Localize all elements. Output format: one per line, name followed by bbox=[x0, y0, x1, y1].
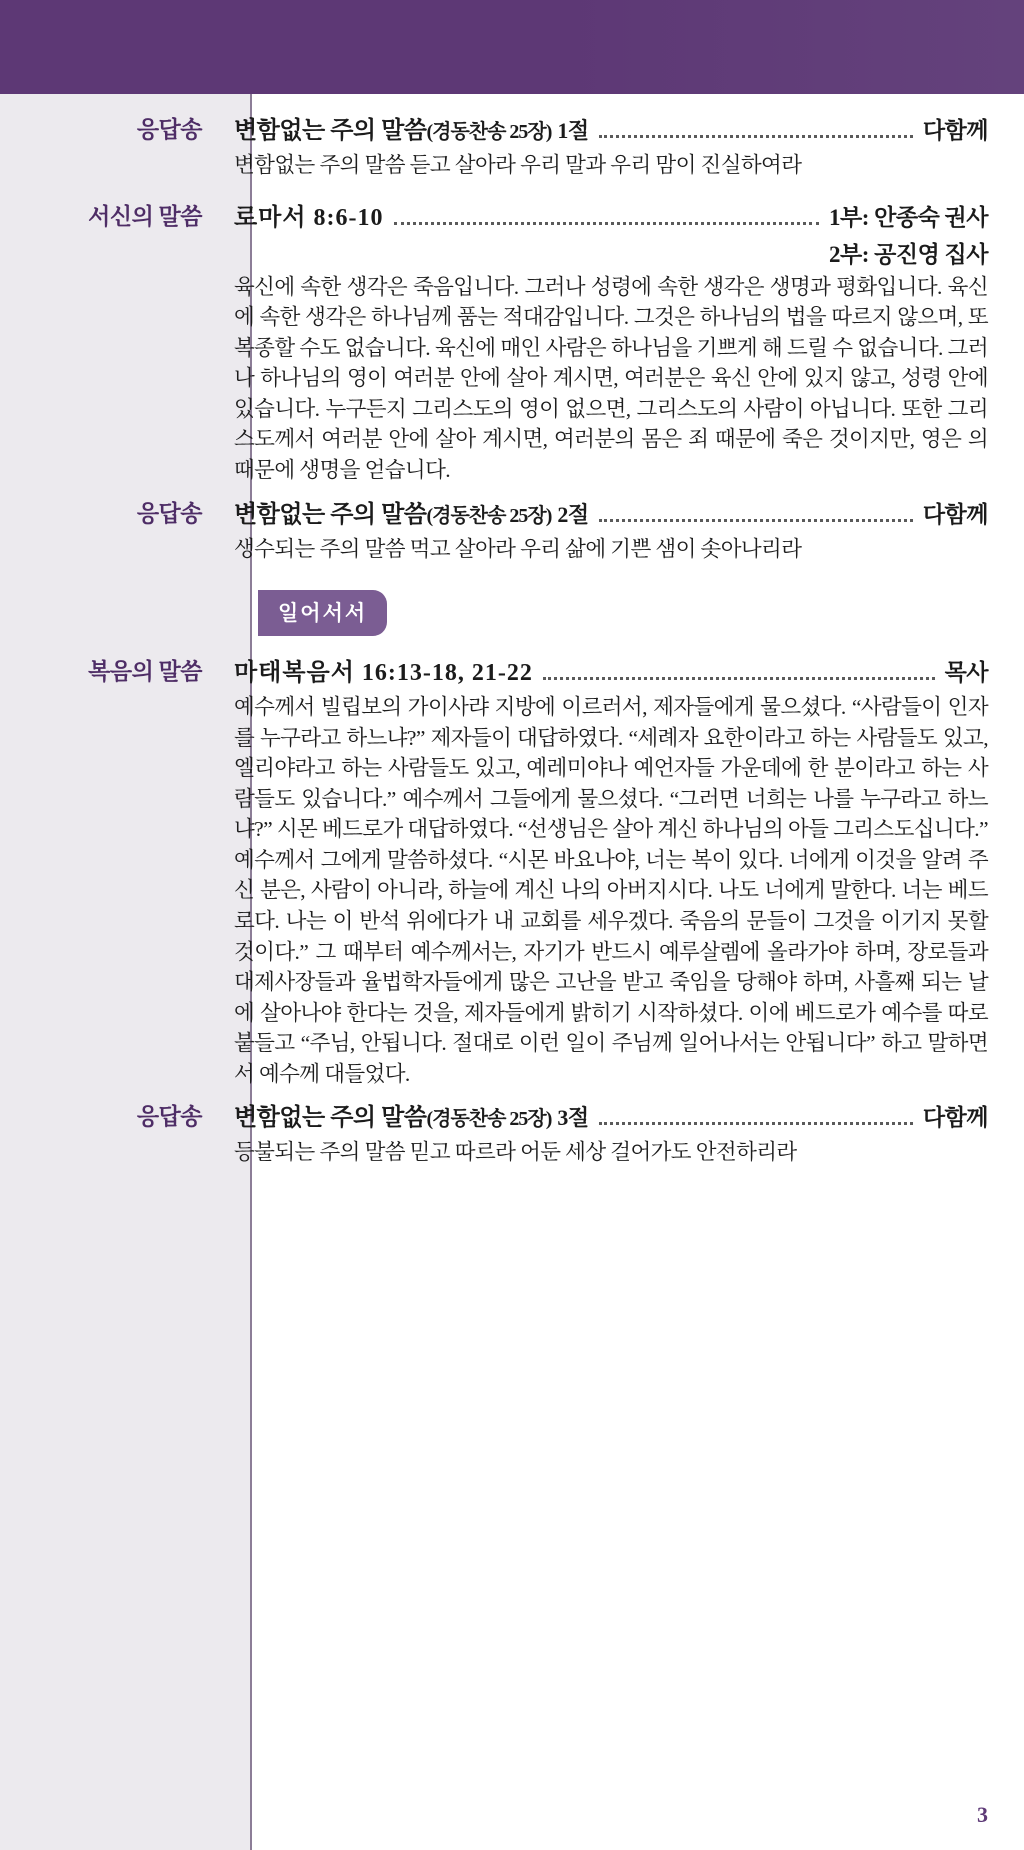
row-title-line bbox=[234, 500, 988, 531]
order-row-epistle-reading bbox=[0, 203, 1024, 486]
hymn-source: (경동찬송 25장) bbox=[426, 504, 552, 527]
hymn-verse: 2절 bbox=[557, 501, 589, 527]
row-performer: 다함께 bbox=[922, 1105, 988, 1131]
row-reader-part2: 2부: 공진영 집사 bbox=[829, 241, 988, 267]
order-row-gospel-reading bbox=[0, 658, 1024, 1089]
hymn-source: (경동찬송 25장) bbox=[426, 121, 552, 143]
leader-dots bbox=[599, 134, 913, 138]
row-title-line bbox=[234, 203, 988, 234]
page-number: 3 bbox=[977, 1802, 988, 1827]
row-reader-part1: 1부: 안종숙 권사 bbox=[829, 204, 988, 230]
leader-dots bbox=[543, 676, 935, 680]
hymn-source: (경동찬송 25장) bbox=[426, 1108, 552, 1131]
hymn-verse: 1절 bbox=[557, 118, 589, 143]
row-title-line bbox=[234, 1103, 988, 1134]
hymn-lyrics: 등불되는 주의 말씀 믿고 따르라 어둔 세상 걸어가도 안전하리라 bbox=[234, 1140, 797, 1165]
row-body bbox=[226, 658, 1024, 1089]
top-band-gradient bbox=[0, 0, 1024, 94]
hymn-verse: 3절 bbox=[557, 1105, 589, 1131]
row-label: 응답송 bbox=[136, 117, 202, 142]
hymn-title: 변함없는 주의 말씀 bbox=[234, 1105, 427, 1132]
scripture-text: 육신에 속한 생각은 죽음입니다. 그러나 성령에 속한 생각은 생명과 평화입니다. 육신에 속한 생각은 하나님께 품는 적대감입니다. 그것은 하나님의 법을 따르지 않으며, 또 복종할 수도 없습니다. 육신에 매인 사람은 하나님을 기쁘게 해 드릴 수 없습니다. 그러나 하나님의 영이 여러분 안에 살아 계시면, 여러분은 육신 안에 있지 않고, 성령 안에 있습니다. 누구든지 그리스도의 영이 없으면, 그리스도의 사람이 아닙니다. 또한 그리스도께서 여러분 안에 살아 계시면, 여러분의 몸은 죄 때문에 죽은 것이지만, 영은 의 때문에 생명을 얻습니다. bbox=[234, 274, 988, 482]
leader-dots bbox=[599, 1121, 913, 1125]
hymn-lyrics: 변함없는 주의 말씀 듣고 살아라 우리 말과 우리 맘이 진실하여라 bbox=[234, 153, 802, 178]
order-row-response-hymn-1 bbox=[0, 116, 1024, 181]
order-row-response-hymn-3 bbox=[0, 1103, 1024, 1168]
scripture-reference: 로마서 8:6-10 bbox=[234, 204, 384, 231]
standing-instruction-tag: 일어서서 bbox=[258, 590, 387, 636]
row-body bbox=[226, 203, 1024, 486]
top-decorative-band bbox=[0, 0, 1024, 94]
row-body bbox=[226, 500, 1024, 565]
leader-dots bbox=[394, 221, 819, 225]
row-body bbox=[226, 1103, 1024, 1168]
row-label: 서신의 말씀 bbox=[88, 203, 202, 229]
page-content bbox=[0, 94, 1024, 1168]
order-row-response-hymn-2 bbox=[0, 500, 1024, 565]
scripture-reference: 마태복음서 16:13-18, 21-22 bbox=[234, 660, 533, 687]
row-performer: 다함께 bbox=[922, 118, 988, 143]
hymn-title: 변함없는 주의 말씀 bbox=[234, 118, 427, 144]
row-title-line bbox=[234, 116, 988, 147]
hymn-title: 변함없는 주의 말씀 bbox=[234, 501, 427, 528]
row-label: 복음의 말씀 bbox=[88, 659, 202, 685]
hymn-lyrics: 생수되는 주의 말씀 먹고 살아라 우리 삶에 기쁜 샘이 솟아나리라 bbox=[234, 536, 802, 561]
row-performer: 다함께 bbox=[922, 501, 988, 527]
bulletin-page bbox=[0, 94, 1024, 1850]
leader-dots bbox=[599, 518, 913, 522]
standing-instruction-wrap bbox=[258, 590, 1024, 636]
row-reader: 목사 bbox=[944, 660, 988, 686]
scripture-text: 예수께서 빌립보의 가이사랴 지방에 이르러서, 제자들에게 물으셨다. “사람들이 인자를 누구라고 하느냐?” 제자들이 대답하였다. “세례자 요한이라고 하는 사람들도 있고, 엘리야라고 하는 사람들도 있고, 예레미야나 예언자들 가운데에 한 분이라고 하는 사람들도 있습니다.” 예수께서 그들에게 물으셨다. “그러면 너희는 나를 누구라고 하느냐?” 시몬 베드로가 대답하였다. “선생님은 살아 계신 하나님의 아들 그리스도십니다.” 예수께서 그에게 말씀하셨다. “시몬 바요나야, 너는 복이 있다. 너에게 이것을 알려 주신 분은, 사람이 아니라, 하늘에 계신 나의 아버지시다. 나도 너에게 말한다. 너는 베드로다. 나는 이 반석 위에다가 내 교회를 세우겠다. 죽음의 문들이 그것을 이기지 못할 것이다.” 그 때부터 예수께서는, 자기가 반드시 예루살렘에 올라가야 하며, 장로들과 대제사장들과 율법학자들에게 많은 고난을 받고 죽임을 당해야 하며, 사흘째 되는 날에 살아나야 한다는 것을, 제자들에게 밝히기 시작하셨다. 이에 베드로가 예수를 따로 붙들고 “주님, 안됩니다. 절대로 이런 일이 주님께 일어나서는 안됩니다” 하고 말하면서 예수께 대들었다. bbox=[234, 695, 988, 1086]
row-body bbox=[226, 116, 1024, 181]
row-title-line bbox=[234, 658, 988, 689]
row-label: 응답송 bbox=[136, 500, 202, 526]
row-label: 응답송 bbox=[136, 1104, 202, 1130]
